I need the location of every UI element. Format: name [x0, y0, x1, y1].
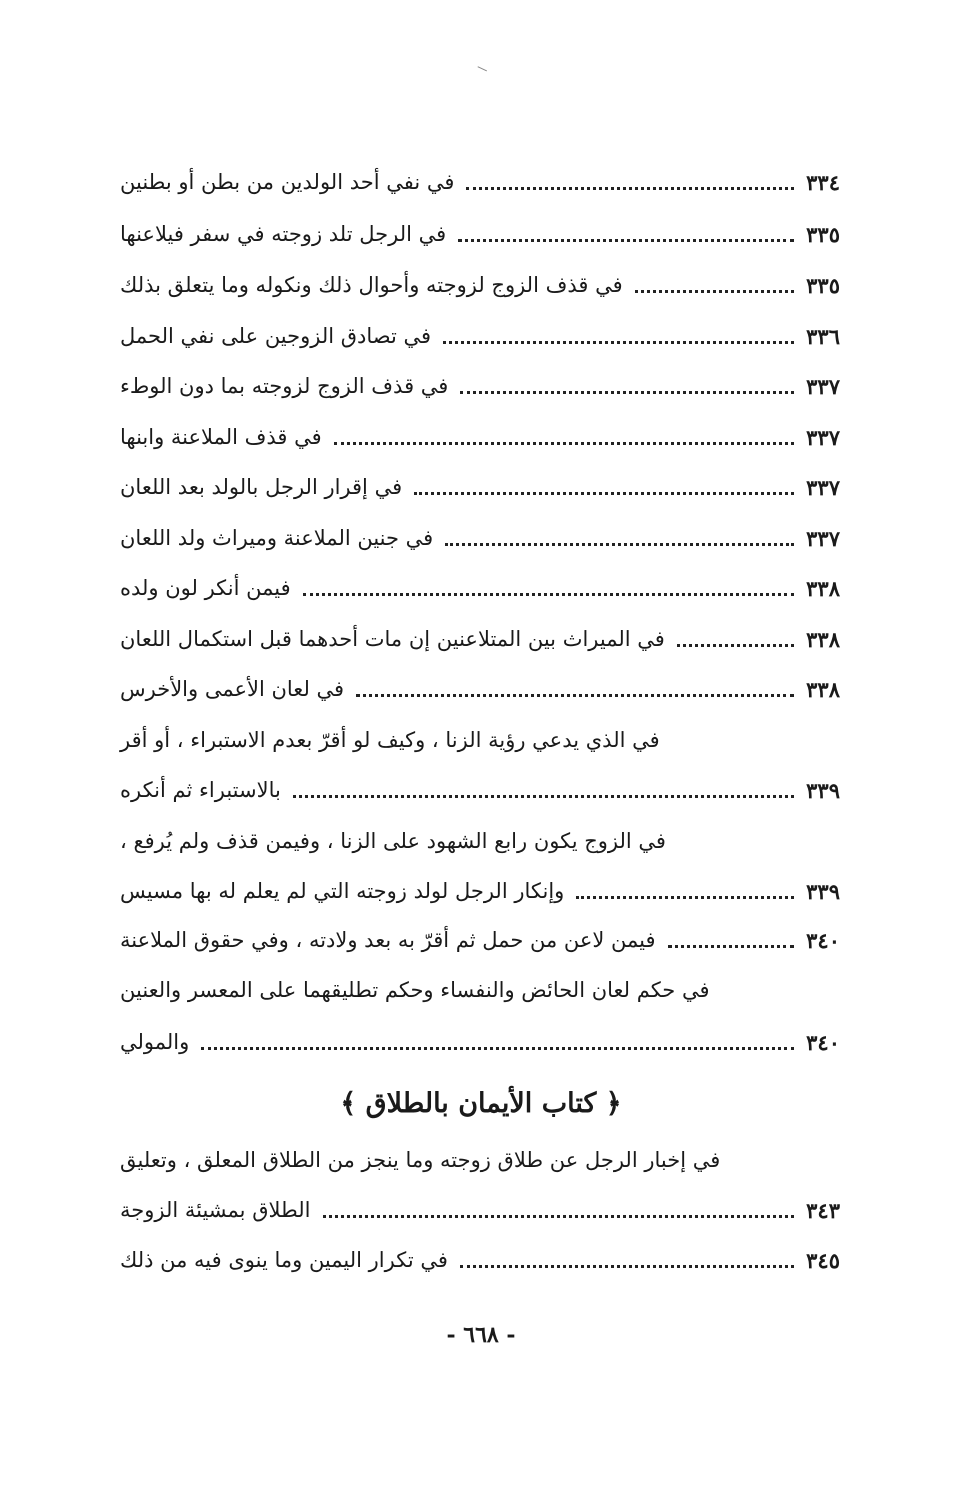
toc-entry [120, 619, 840, 659]
leader-dots [635, 290, 795, 293]
toc-entry-title: في إخبار الرجل عن طلاق زوجته وما ينجز من الطلاق المعلق ، وتعليق [120, 1148, 721, 1172]
toc-entry-page: ٣٣٧ [806, 474, 840, 500]
leader-dots [201, 1047, 794, 1050]
toc-entry [120, 1022, 840, 1062]
toc-entry-page: ٣٣٩ [806, 777, 840, 803]
leader-dots [576, 896, 794, 899]
toc-entry-title: في قذف الزوج لزوجته بما دون الوطء [120, 374, 449, 398]
toc-entry-page: ٣٣٨ [806, 626, 840, 652]
toc-entry [120, 162, 840, 202]
leader-dots [443, 341, 794, 344]
toc-entry-title: في قذف الزوج لزوجته وأحوال ذلك ونكوله وما يتعلق بذلك [120, 273, 623, 297]
page-number: - ٦٦٨ - [446, 1322, 516, 1348]
leader-dots [293, 795, 794, 798]
toc-entry-page: ٣٣٧ [806, 525, 840, 551]
toc-entry [120, 821, 840, 861]
toc-entry-title: بالاستبراء ثم أنكره [120, 778, 281, 802]
toc-entry-page: ٣٤٣ [806, 1197, 840, 1223]
leader-dots [458, 239, 794, 242]
chapter-heading: ﴿ كتاب الأيمان بالطلاق ﴾ [340, 1088, 622, 1119]
toc-entry-page: ٣٣٨ [806, 575, 840, 601]
toc-entry-title: في الرجل تلد زوجته في سفر فيلاعنها [120, 222, 447, 246]
leader-dots [460, 391, 794, 394]
toc-entry-page: ٣٣٤ [806, 169, 840, 195]
page-mark [475, 66, 487, 77]
toc-entry [120, 366, 840, 406]
toc-entry [120, 316, 840, 356]
toc-entry-title: فيمن أنكر لون ولده [120, 576, 291, 600]
toc-entry-page: ٣٣٥ [806, 221, 840, 247]
toc-entry-title: والمولي [120, 1030, 190, 1054]
toc-entry [120, 518, 840, 558]
toc-entry [120, 265, 840, 305]
toc-entry-page: ٣٤٠ [806, 927, 840, 953]
leader-dots [356, 694, 794, 697]
toc-entry-title: فيمن لاعن من حمل ثم أقرّ به بعد ولادته ، وفي حقوق الملاعنة [120, 928, 656, 952]
toc-entry [120, 871, 840, 911]
toc-entry-page: ٣٤٥ [806, 1247, 840, 1273]
leader-dots [445, 543, 794, 546]
toc-entry [120, 417, 840, 457]
toc-entry-title: في الزوج يكون رابع الشهود على الزنا ، وفيمن قذف ولم يُرفع ، [120, 829, 666, 853]
toc-entry [120, 568, 840, 608]
toc-entry-page: ٣٣٧ [806, 373, 840, 399]
toc-entry [120, 920, 840, 960]
toc-entry-title: في إقرار الرجل بالولد بعد اللعان [120, 475, 403, 499]
toc-entry [120, 970, 840, 1010]
leader-dots [460, 1265, 794, 1268]
leader-dots [303, 593, 795, 596]
toc-entry-title: في حكم لعان الحائض والنفساء وحكم تطليقهما على المعسر والعنين [120, 978, 710, 1002]
leader-dots [466, 187, 794, 190]
toc-entry [120, 1240, 840, 1280]
toc-entry-title: في تكرار اليمين وما ينوى فيه من ذلك [120, 1248, 448, 1272]
toc-entry-page: ٣٣٦ [806, 323, 840, 349]
toc-entry [120, 1190, 840, 1230]
toc-entry-page: ٣٣٧ [806, 424, 840, 450]
toc-entry [120, 770, 840, 810]
toc-entry-title: في تصادق الزوجين على نفي الحمل [120, 324, 432, 348]
toc-entry-page: ٣٣٥ [806, 272, 840, 298]
toc-entry-title: في قذف الملاعنة وابنها [120, 425, 322, 449]
toc-entry-title: في الميراث بين المتلاعنين إن مات أحدهما قبل استكمال اللعان [120, 627, 665, 651]
toc-entry [120, 214, 840, 254]
toc-entry-title: في نفي أحد الولدين من بطن أو بطنين [120, 170, 455, 194]
toc-entry-page: ٣٤٠ [806, 1029, 840, 1055]
toc-entry-page: ٣٣٨ [806, 676, 840, 702]
toc-entry [120, 1140, 840, 1180]
toc-entry-title: وإنكار الرجل لولد زوجته التي لم يعلم له بها مسيس [120, 879, 565, 903]
toc-entry-title: في جنين الملاعنة وميراث ولد اللعان [120, 526, 434, 550]
toc-entry [120, 467, 840, 507]
toc-entry [120, 720, 840, 760]
leader-dots [323, 1215, 795, 1218]
leader-dots [677, 644, 794, 647]
toc-entry-title: في لعان الأعمى والأخرس [120, 677, 345, 701]
toc-entry-page: ٣٣٩ [806, 878, 840, 904]
toc-entry-title: الطلاق بمشيئة الزوجة [120, 1198, 311, 1222]
leader-dots [668, 945, 795, 948]
toc-entry [120, 669, 840, 709]
leader-dots [414, 492, 794, 495]
toc-entry-title: في الذي يدعي رؤية الزنا ، وكيف لو أقرّ بعدم الاستبراء ، أو أقر [120, 728, 660, 752]
leader-dots [334, 442, 794, 445]
